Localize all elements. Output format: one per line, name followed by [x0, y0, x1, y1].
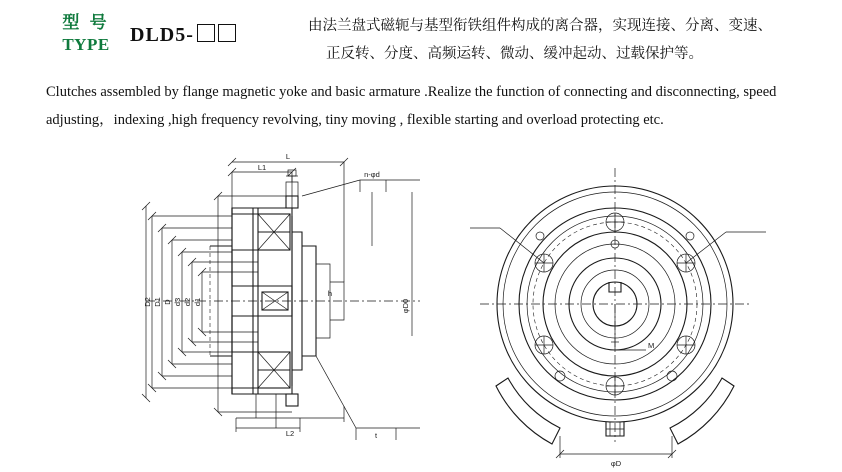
- technical-drawing: [0, 136, 842, 472]
- type-label: [46, 12, 126, 56]
- english-description: Clutches assembled by flange magnetic yoke and basic armature .Realize the function of connecting and disconnecting, speed adjusting，indexing ,high frequency revolving, tiny moving , flexible starting and overload protecting etc.: [46, 84, 777, 128]
- dim-label: M: [648, 341, 655, 350]
- type-label-english: TYPE: [62, 35, 110, 54]
- dim-label: n-φd: [364, 170, 380, 179]
- dim-label: φD0: [401, 298, 410, 314]
- dim-label: L: [285, 152, 291, 161]
- dim-label: D1: [153, 297, 162, 307]
- dim-label: L1: [257, 163, 267, 172]
- dim-label: D2: [143, 297, 152, 307]
- dim-label: h: [327, 289, 333, 298]
- dim-label: d3: [173, 297, 182, 307]
- type-label-chinese: 型 号: [62, 13, 110, 32]
- dim-label: d1: [193, 297, 202, 307]
- sectional-elevation-view: [142, 152, 420, 440]
- dim-label: L2: [285, 429, 295, 438]
- front-circular-view: [470, 168, 766, 468]
- chinese-description-line-1: 由法兰盘式磁轭与基型衔铁组件构成的离合器，实现连接、分离、变速、: [308, 18, 772, 34]
- model-code-text: DLD5-: [130, 24, 194, 46]
- drawing-svg: [0, 136, 842, 472]
- model-code-blank-box-2: [218, 24, 236, 42]
- chinese-description-line-2: 正反转、分度、高频运转、微动、缓冲起动、过载保护等。: [326, 46, 703, 62]
- chinese-description: [308, 12, 828, 68]
- model-code-blank-box-1: [197, 24, 215, 42]
- dim-label: φD: [610, 459, 622, 468]
- dim-label: d2: [183, 297, 192, 307]
- model-code: [130, 24, 236, 47]
- dim-label: t: [374, 431, 378, 440]
- dim-label: D: [163, 299, 172, 305]
